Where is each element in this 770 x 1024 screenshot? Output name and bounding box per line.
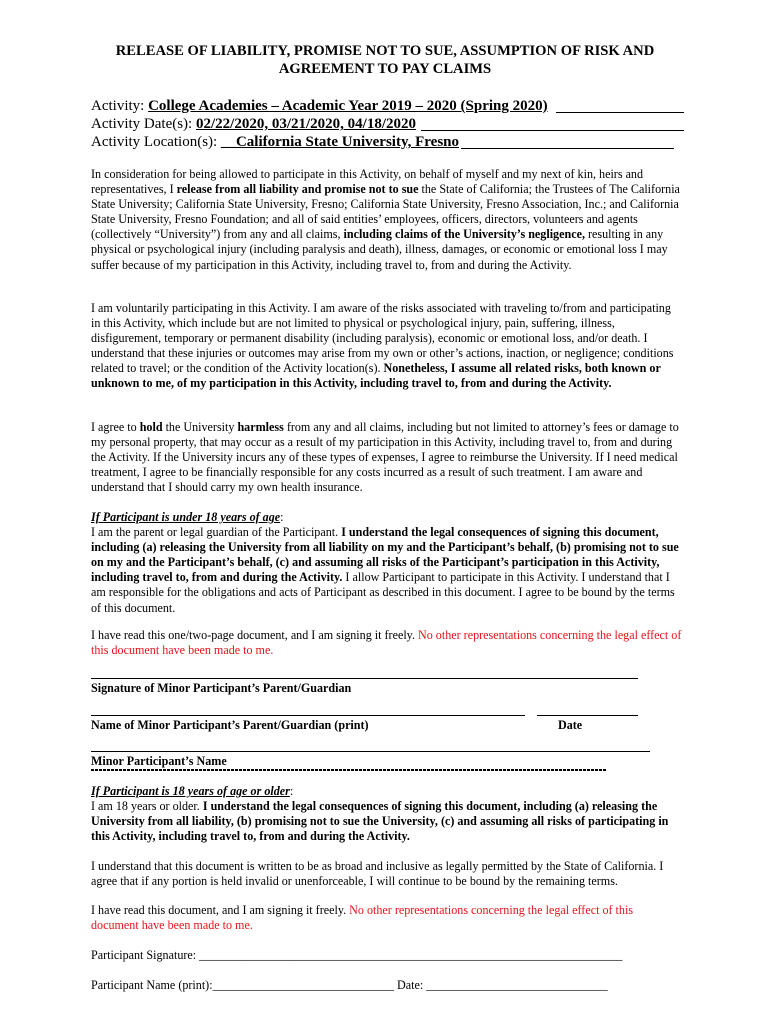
minor-section xyxy=(91,510,683,616)
guardian-name-line[interactable] xyxy=(91,715,525,716)
minor-name-label: Minor Participant’s Name xyxy=(91,754,227,768)
adult-heading-colon: : xyxy=(289,784,294,798)
harmless-text-2: the University xyxy=(162,420,238,434)
participant-name-label: Participant Name (print): xyxy=(91,978,213,992)
guardian-date-line[interactable] xyxy=(537,715,638,716)
activity-dates-field xyxy=(91,115,683,133)
activity-location-field xyxy=(91,133,683,151)
adult-heading: If Participant is 18 years of age or older xyxy=(91,784,290,798)
participant-signature-line[interactable]: ______________________________________________________________________ xyxy=(199,948,623,962)
release-text-3: resulting in any physical or psychological injury (including paralysis and death), illness, damages, or economic or emotional loss I may suffer because of my participation in this Activity, including travel to, from and during the Activity. xyxy=(91,227,668,272)
harmless-paragraph xyxy=(91,420,683,495)
activity-value: College Academies – Academic Year 2019 – 2020 (Spring 2020) xyxy=(148,98,548,114)
adult-section xyxy=(91,784,683,844)
minor-read-text: I have read this one/two-page document, and I am signing it freely. xyxy=(91,628,418,642)
minor-read-red-text: No other representations concerning the legal effect of this document have been made to me. xyxy=(91,628,682,658)
section-separator xyxy=(91,769,607,771)
participant-name-field[interactable] xyxy=(91,978,608,993)
guardian-signature-label: Signature of Minor Participant’s Parent/Guardian xyxy=(91,681,352,695)
risk-text-1: I am voluntarily participating in this Activity. I am aware of the risks associated with traveling to/from and participating in this Activity, which include but are not limited to physical or psychological injury, pain, suffering, illness, disfigurement, temporary or permanent disability (including paralysis), economic or emotional loss, and/or death. I understand that these injuries or outcomes may arise from my own or other’s actions, inaction, or negligence; conditions related to travel; or the condition of the Activity location(s). xyxy=(91,301,674,376)
activity-dates-fill-line xyxy=(421,130,684,131)
adult-read-red-text: No other representations concerning the legal effect of this document have been made to me. xyxy=(91,903,634,933)
release-text-1: In consideration for being allowed to participate in this Activity, on behalf of myself and my next of kin, heirs and representatives, I xyxy=(91,167,644,197)
participant-date-label: Date: xyxy=(393,978,427,992)
participant-signature-label: Participant Signature: xyxy=(91,948,200,962)
risk-paragraph xyxy=(91,301,683,392)
guardian-name-label: Name of Minor Participant’s Parent/Guardian (print) xyxy=(91,718,369,732)
activity-location-value: __California State University, Fresno xyxy=(220,134,460,150)
release-bold-1: release from all liability and promise not to sue xyxy=(176,182,419,197)
minor-heading-colon: : xyxy=(280,510,284,524)
guardian-signature-line[interactable] xyxy=(91,678,638,679)
document-title xyxy=(60,42,710,78)
release-bold-2: including claims of the University’s negligence, xyxy=(343,227,585,242)
activity-label: Activity: xyxy=(91,98,149,114)
activity-location-fill-line xyxy=(461,148,674,149)
activity-dates-label: Activity Date(s): xyxy=(91,116,196,132)
risk-bold-1: Nonetheless, I assume all related risks, both known or unknown to me, of my participation in this Activity, including travel to, from and during the Activity. xyxy=(91,361,661,391)
adult-read-statement xyxy=(91,903,683,933)
participant-signature-field[interactable] xyxy=(91,948,622,963)
harmless-text-3: from any and all claims, including but not limited to attorney’s fees or damage to my personal property, that may occur as a result of my participation in this Activity, including travel to, from and during the Activity. If the University incurs any of these types of expenses, I agree to reimburse the University. If I need medical treatment, I agree to be financially responsible for any costs incurred as a result of such treatment. I am aware and understand that I should carry my own health insurance. xyxy=(91,420,679,495)
participant-name-line[interactable]: ______________________________ xyxy=(212,978,394,992)
adult-bold-1: I understand the legal consequences of signing this document, including (a) releasing the University from all liability, (b) promising not to sue the University, (c) and assuming all risks of participating in this Activity, including travel to, from and during the Activity. xyxy=(91,799,669,844)
harmless-text-1: I agree to xyxy=(91,420,140,434)
harmless-bold-harmless: harmless xyxy=(237,420,284,434)
adult-text-1: I am 18 years or older. xyxy=(91,799,203,814)
activity-name-field xyxy=(91,97,683,115)
release-text-2: the State of California; the Trustees of The California State University; California State University, Fresno; California State University, Fresno Association, Inc.; and California State University, Fresno Foundation; and all of said entities’ employees, officers, directors, volunteers and agents (collectively “University”) from any and all claims, xyxy=(91,182,680,242)
activity-dates-value: 02/22/2020, 03/21/2020, 04/18/2020 xyxy=(195,116,416,132)
minor-text-2: I allow Participant to participate in this Activity. I understand that I am responsible for the obligations and acts of Participant as described in this document. I agree to be bound by the terms of this document. xyxy=(91,570,675,615)
minor-name-line[interactable] xyxy=(91,751,650,752)
activity-fill-line xyxy=(556,112,684,113)
title-line-2: AGREEMENT TO PAY CLAIMS xyxy=(278,61,492,77)
minor-bold-1: I understand the legal consequences of signing this document, including (a) releasing the University from all liability on my and the Participant’s behalf, (b) promising not to sue on my and the Participant’s behalf, (c) and assuming all risks of the Participant’s participation in this Activity, including travel to, from and during the Activity. xyxy=(91,525,679,585)
title-line-1: RELEASE OF LIABILITY, PROMISE NOT TO SUE, ASSUMPTION OF RISK AND xyxy=(115,43,655,59)
activity-location-label: Activity Location(s): xyxy=(91,134,221,150)
harmless-bold-hold: hold xyxy=(139,420,163,434)
guardian-date-label: Date xyxy=(558,718,583,732)
minor-read-statement xyxy=(91,628,683,658)
minor-text-1: I am the parent or legal guardian of the Participant. xyxy=(91,525,342,540)
minor-heading: If Participant is under 18 years of age xyxy=(91,510,281,524)
adult-read-text: I have read this document, and I am signing it freely. xyxy=(91,903,350,917)
release-paragraph xyxy=(91,167,683,273)
broad-paragraph: I understand that this document is written to be as broad and inclusive as legally permitted by the State of California. I agree that if any portion is held invalid or unenforceable, I will continue to be bound by the remaining terms. xyxy=(91,859,664,889)
participant-date-line[interactable]: ______________________________ xyxy=(426,978,608,992)
